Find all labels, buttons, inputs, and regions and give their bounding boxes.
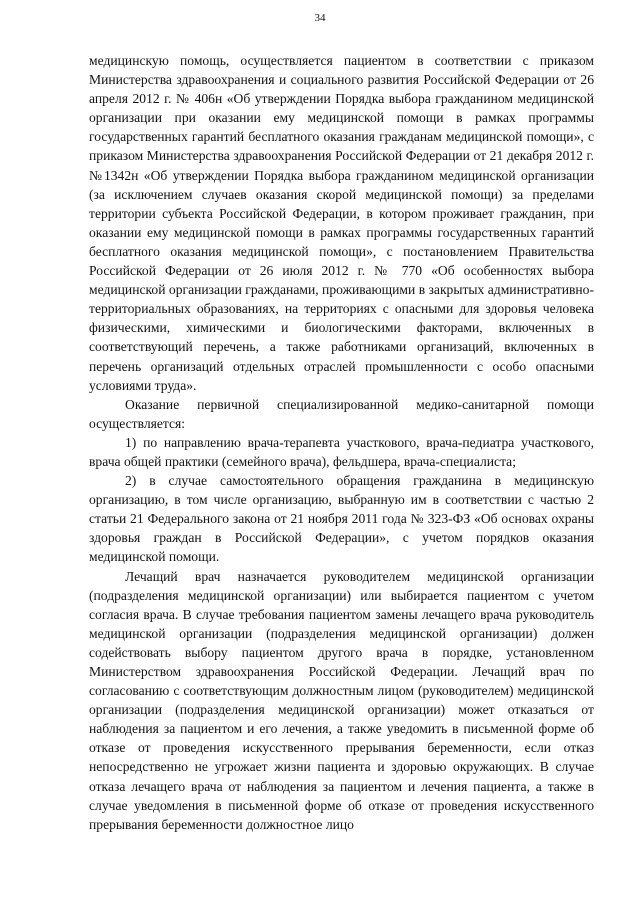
document-body	[89, 51, 594, 834]
paragraph-self-referral-item-2: 2) в случае самостоятельного обращения гражданина в медицинскую организацию, в том числе организацию, выбранную им в соответствии с частью 2 статьи 21 Федерального закона от 21 ноября 2011 года № 323-ФЗ «Об основах охраны здоровья граждан в Российской Федерации», с учетом порядков оказания медицинской помощи.	[89, 473, 594, 565]
paragraph-patient-choice-regulations: медицинскую помощь, осуществляется пациентом в соответствии с приказом Министерства здравоохранения и социального развития Российской Федерации от 26 апреля 2012 г. № 406н «Об утверждении Порядка выбора гражданином медицинской организации при оказании ему медицинской помощи в рамках программы государственных гарантий бесплатного оказания гражданам медицинской помощи», с приказом Министерства здравоохранения Российской Федерации от 21 декабря 2012 г. №1342н «Об утверждении Порядка выбора гражданином медицинской организации (за исключением случаев оказания скорой медицинской помощи) за пределами территории субъекта Российской Федерации, в котором проживает гражданин, при оказании ему медицинской помощи в рамках программы государственных гарантий бесплатного оказания медицинской помощи», с постановлением Правительства Российской Федерации от 26 июля 2012 г. № 770 «Об особенностях выбора медицинской организации гражданами, проживающими в закрытых административно-территориальных образованиях, на территориях с опасными для здоровья человека физическими, химическими и биологическими факторами, включенных в соответствующий перечень, а также работниками организаций, включенных в перечень организаций отдельных отраслей промышленности с особо опасными условиями труда».	[89, 53, 594, 393]
paragraph-specialized-care-intro: Оказание первичной специализированной медико-санитарной помощи осуществляется:	[89, 396, 594, 431]
paragraph-attending-physician: Лечащий врач назначается руководителем медицинской организации (подразделения медицинской организации) или выбирается пациентом с учетом согласия врача. В случае требования пациентом замены лечащего врача руководитель медицинской организации (подразделения медицинской организации) должен содействовать выбору пациентом другого врача в порядке, установленном Министерством здравоохранения Российской Федерации. Лечащий врач по согласованию с соответствующим должностным лицом (руководителем) медицинской организации (подразделения медицинской организации) может отказаться от наблюдения за пациентом и его лечения, а также уведомить в письменной форме об отказе от проведения искусственного прерывания беременности, если отказ непосредственно не угрожает жизни пациента и здоровью окружающих. В случае отказа лечащего врача от наблюдения за пациентом и лечения пациента, а также в случае уведомления в письменной форме об отказе от проведения искусственного прерывания беременности должностное лицо	[89, 568, 594, 832]
page-number: 34	[314, 12, 326, 24]
paragraph-referral-item-1: 1) по направлению врача-терапевта участкового, врача-педиатра участкового, врача общей практики (семейного врача), фельдшера, врача-специалиста;	[89, 434, 594, 469]
